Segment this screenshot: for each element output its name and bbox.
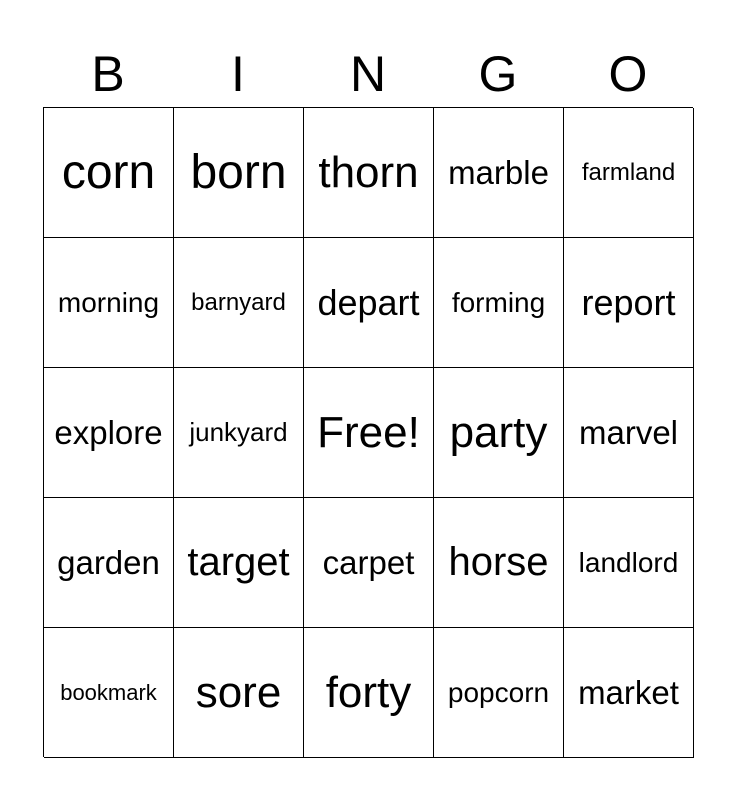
bingo-cell[interactable]: carpet — [304, 498, 434, 628]
bingo-cell[interactable]: report — [564, 238, 694, 368]
bingo-header — [43, 40, 693, 108]
bingo-cell[interactable]: junkyard — [174, 368, 304, 498]
bingo-cell[interactable]: party — [434, 368, 564, 498]
bingo-cell[interactable]: farmland — [564, 108, 694, 238]
bingo-cell[interactable]: landlord — [564, 498, 694, 628]
bingo-grid — [43, 107, 693, 757]
bingo-cell[interactable]: target — [174, 498, 304, 628]
bingo-cell[interactable]: explore — [44, 368, 174, 498]
bingo-cell[interactable]: market — [564, 628, 694, 758]
header-letter-o: O — [608, 46, 648, 102]
header-letter-b: B — [91, 46, 125, 102]
header-letter-g: G — [478, 46, 518, 102]
bingo-cell[interactable]: garden — [44, 498, 174, 628]
bingo-cell[interactable]: marvel — [564, 368, 694, 498]
bingo-cell[interactable]: barnyard — [174, 238, 304, 368]
header-letter-n: N — [349, 46, 387, 102]
bingo-cell[interactable]: bookmark — [44, 628, 174, 758]
bingo-cell[interactable]: horse — [434, 498, 564, 628]
bingo-cell[interactable]: corn — [44, 108, 174, 238]
bingo-cell[interactable]: marble — [434, 108, 564, 238]
header-letter-i: I — [231, 46, 245, 102]
bingo-cell[interactable]: sore — [174, 628, 304, 758]
bingo-cell free-space[interactable]: Free! — [304, 368, 434, 498]
bingo-cell[interactable]: forty — [304, 628, 434, 758]
bingo-cell[interactable]: born — [174, 108, 304, 238]
bingo-cell[interactable]: thorn — [304, 108, 434, 238]
bingo-cell[interactable]: forming — [434, 238, 564, 368]
bingo-cell[interactable]: popcorn — [434, 628, 564, 758]
bingo-cell[interactable]: morning — [44, 238, 174, 368]
bingo-cell[interactable]: depart — [304, 238, 434, 368]
